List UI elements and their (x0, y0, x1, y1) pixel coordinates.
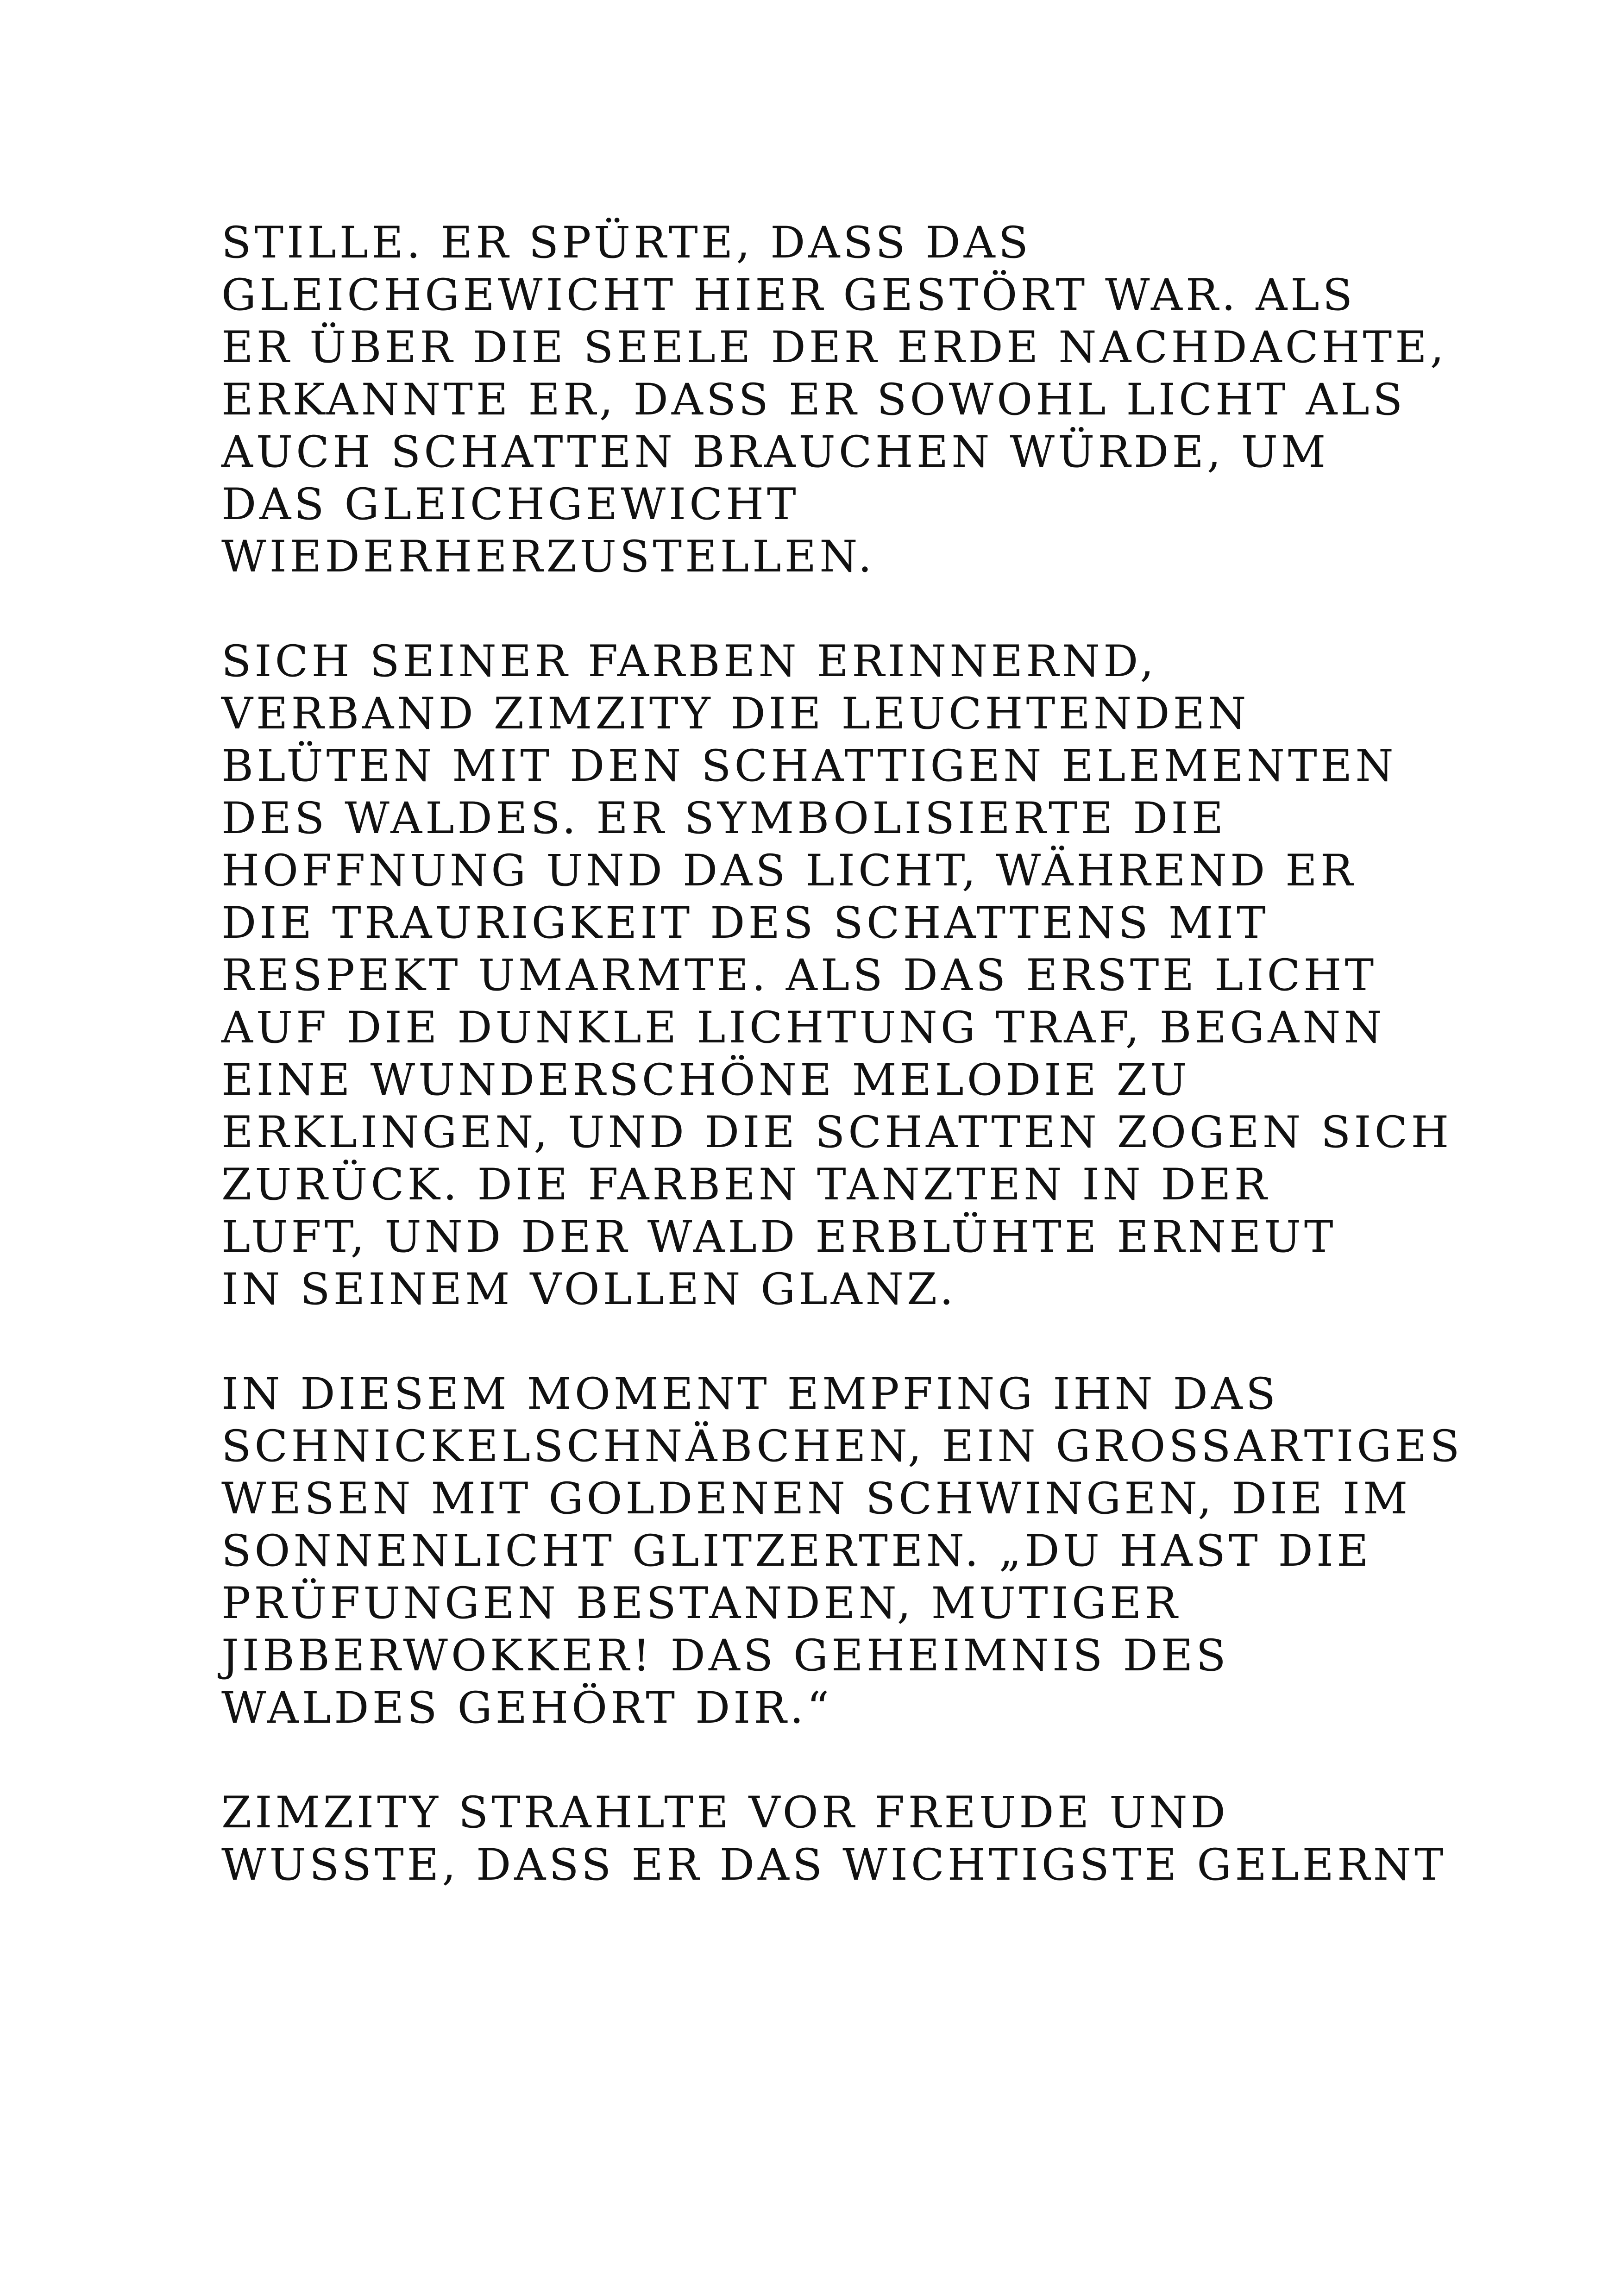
text-line: BLÜTEN MIT DEN SCHATTIGEN ELEMENTEN (221, 741, 1397, 791)
text-line: STILLE. ER SPÜRTE, DASS DAS (221, 218, 1032, 268)
paragraph-2 (221, 635, 1472, 1316)
text-line: WESEN MIT GOLDENEN SCHWINGEN, DIE IM (221, 1474, 1411, 1524)
text-line: IN DIESEM MOMENT EMPFING IHN DAS (221, 1369, 1279, 1419)
text-line: ER ÜBER DIE SEELE DER ERDE NACHDACHTE, (221, 322, 1447, 373)
text-line: ERKLINGEN, UND DIE SCHATTEN ZOGEN SICH (221, 1107, 1452, 1158)
paragraph-1 (221, 217, 1472, 583)
text-line: ZURÜCK. DIE FARBEN TANZTEN IN DER (221, 1160, 1270, 1210)
text-line: JIBBERWOKKER! DAS GEHEIMNIS DES (221, 1631, 1229, 1681)
text-line: RESPEKT UMARMTE. ALS DAS ERSTE LICHT (221, 950, 1377, 1001)
text-line: SICH SEINER FARBEN ERINNERND, (221, 636, 1157, 687)
text-line: ERKANNTE ER, DASS ER SOWOHL LICHT ALS (221, 375, 1406, 425)
text-line: DIE TRAURIGKEIT DES SCHATTENS MIT (221, 898, 1269, 948)
text-line: WIEDERHERZUSTELLEN. (221, 532, 875, 582)
paragraph-3 (221, 1368, 1472, 1734)
text-line: AUCH SCHATTEN BRAUCHEN WÜRDE, UM (221, 427, 1329, 477)
story-text (221, 217, 1472, 1944)
text-line: LUFT, UND DER WALD ERBLÜHTE ERNEUT (221, 1212, 1337, 1262)
text-line: WALDES GEHÖRT DIR.“ (221, 1683, 833, 1733)
text-line: ZIMZITY STRAHLTE VOR FREUDE UND (221, 1788, 1229, 1838)
text-line: HOFFNUNG UND DAS LICHT, WÄHREND ER (221, 846, 1357, 896)
text-line: SONNENLICHT GLITZERTEN. „DU HAST DIE (221, 1526, 1372, 1576)
text-line: WUSSTE, DASS ER DAS WICHTIGSTE GELERNT (221, 1840, 1447, 1890)
text-line: DAS GLEICHGEWICHT (221, 479, 799, 530)
paragraph-4 (221, 1787, 1472, 1891)
text-line: VERBAND ZIMZITY DIE LEUCHTENDEN (221, 689, 1250, 739)
text-line: GLEICHGEWICHT HIER GESTÖRT WAR. ALS (221, 270, 1356, 320)
text-line: EINE WUNDERSCHÖNE MELODIE ZU (221, 1055, 1190, 1105)
text-line: AUF DIE DUNKLE LICHTUNG TRAF, BEGANN (221, 1003, 1385, 1053)
text-line: DES WALDES. ER SYMBOLISIERTE DIE (221, 793, 1227, 844)
text-line: PRÜFUNGEN BESTANDEN, MUTIGER (221, 1578, 1181, 1629)
text-line: SCHNICKELSCHNÄBCHEN, EIN GROSSARTIGES (221, 1421, 1463, 1472)
text-line: IN SEINEM VOLLEN GLANZ. (221, 1264, 957, 1315)
